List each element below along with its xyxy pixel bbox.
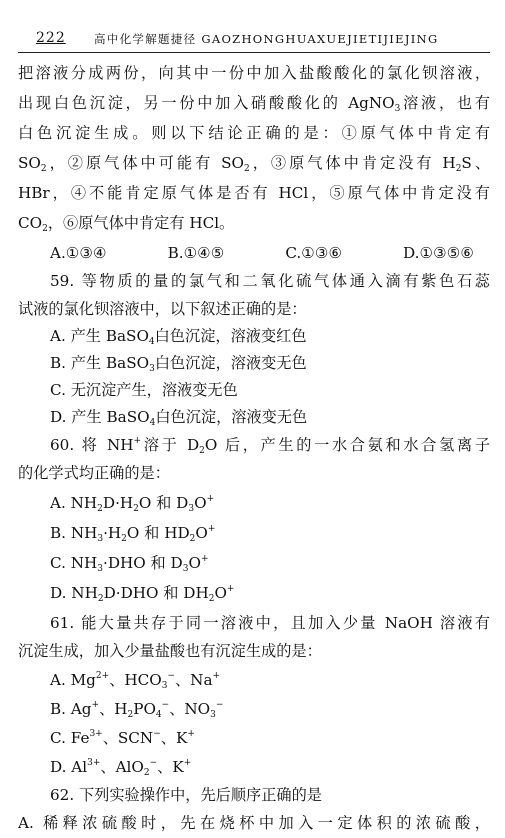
q60-option-a: A. $NH_2D\cdot H_2O$ 和 $D_3O^+$ <box>50 494 215 514</box>
q59-option-b: B. 产生 BaSO$_3$白色沉淀，溶液变无色 <box>50 354 307 374</box>
running-title: 高中化学解题捷径 GAOZHONGHUAXUEJIETIJIEJING <box>94 32 439 46</box>
text-line: $CO_2$，⑥原气体中肯定有 HCl。 <box>18 214 235 234</box>
option-d: D.①③⑤⑥ <box>403 244 474 262</box>
page-header <box>18 30 490 53</box>
text-line: HBr，④不能肯定原气体是否有 HCl，⑤原气体中肯定没有 <box>18 184 490 202</box>
q58-options <box>50 238 474 268</box>
q61-stem: 沉淀生成，加入少量盐酸也有沉淀生成的是： <box>18 642 322 660</box>
text-line: 白色沉淀生成。则以下结论正确的是：①原气体中肯定有 <box>18 124 490 142</box>
q60-option-b: B. $NH_3\cdot H_2O$ 和 $HD_2O^+$ <box>50 524 216 544</box>
q59-option-c: C. 无沉淀产生，溶液变无色 <box>50 381 238 399</box>
q61-option-a: A. $Mg^{2+}$、$HCO_3^-$、Na+ <box>50 671 221 691</box>
q61-stem: 61. 能大量共存于同一溶液中，且加入少量 NaOH 溶液有 <box>50 614 490 632</box>
q61-option-d: D. $Al^{3+}$、AlO$_2$−、K+ <box>50 758 192 778</box>
option-a: A.①③④ <box>50 244 107 262</box>
q60-stem: 的化学式均正确的是： <box>18 464 170 482</box>
option-b: B.①④⑤ <box>167 244 225 262</box>
q61-option-c: C. $Fe^{3+}$、SCN−、K+ <box>50 729 195 747</box>
q60-stem: 60. 将 NH+溶于 $D_2O$ 后，产生的一水合氨和水合氢离子 <box>50 436 491 456</box>
option-c: C.①③⑥ <box>285 244 343 262</box>
q59-option-d: D. 产生 BaSO$_4$白色沉淀，溶液变无色 <box>50 408 308 428</box>
page-number: 222 <box>36 30 66 46</box>
q59-stem: 试液的氯化钡溶液中，以下叙述正确的是： <box>18 300 307 318</box>
text-line: $SO_2$，②原气体中可能有 $SO_2$，③原气体中肯定没有 $H_2S$、 <box>18 154 491 174</box>
q62-stem: 62. 下列实验操作中，先后顺序正确的是 <box>50 786 322 804</box>
q60-option-c: C. $NH_3\cdot DHO$ 和 $D_3O^+$ <box>50 554 209 574</box>
text-line: 把溶液分成两份，向其中一份中加入盐酸酸化的氯化钡溶液， <box>18 64 490 82</box>
q59-stem: 59. 等物质的量的氯气和二氧化硫气体通入滴有紫色石蕊 <box>50 272 490 290</box>
text-line: 出现白色沉淀，另一份中加入硝酸酸化的 AgNO$_3$溶液，也有 <box>18 94 490 114</box>
q61-option-b: B. Ag+、$H_2PO_4^-$、$NO_3^-$ <box>50 700 224 720</box>
q60-option-d: D. $NH_2D\cdot DHO$ 和 $DH_2O^+$ <box>50 584 235 604</box>
q62-option-a: A. 稀释浓硫酸时，先在烧杯中加入一定体积的浓硫酸， <box>18 814 490 832</box>
q59-option-a: A. 产生 BaSO$_4$白色沉淀，溶液变红色 <box>50 327 307 347</box>
